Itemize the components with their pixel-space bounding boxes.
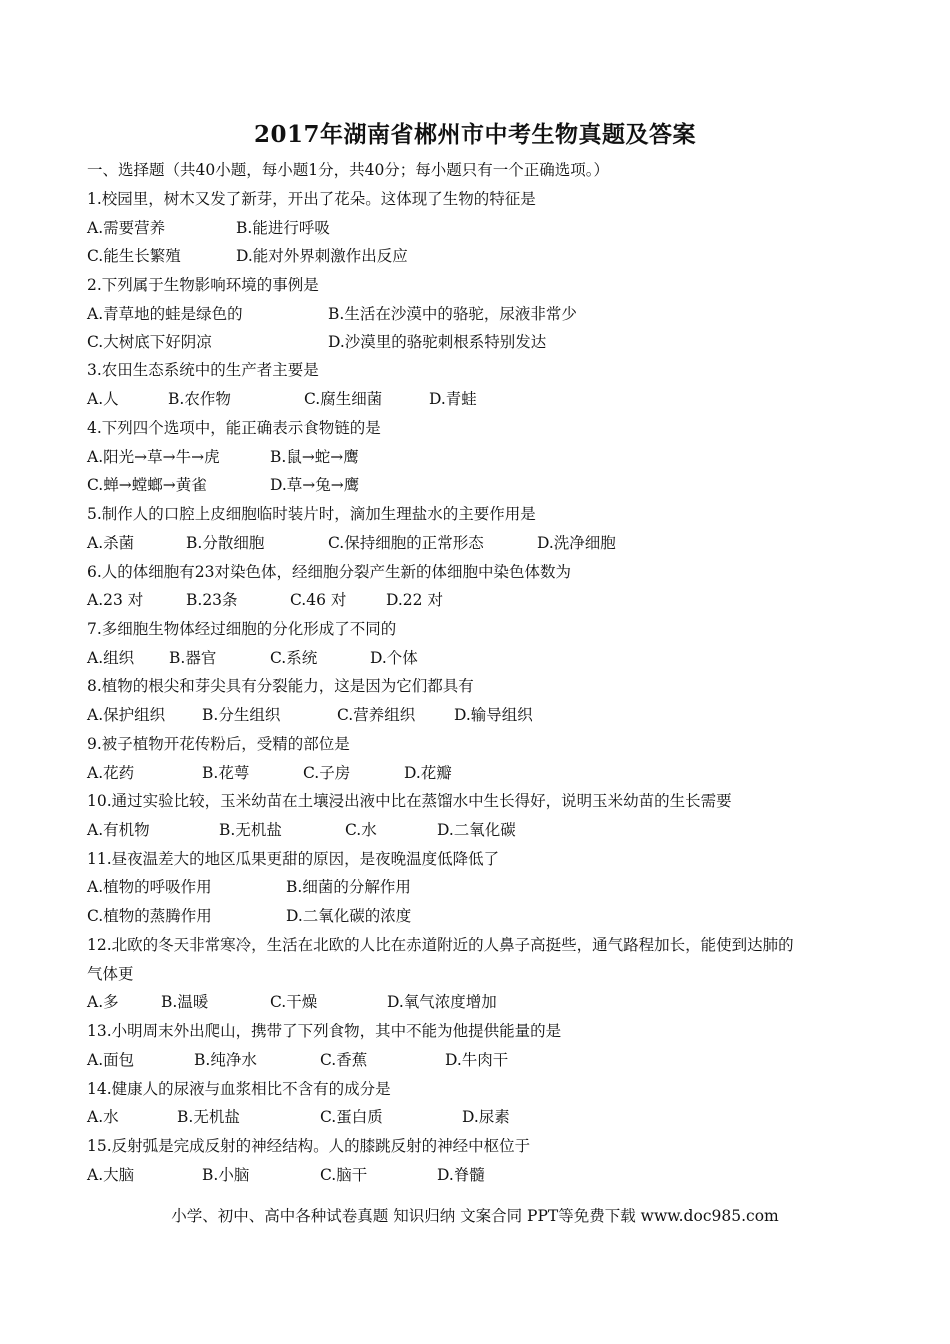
option: C.保持细胞的正常形态 [328,534,484,552]
question-stem-continued: 气体更 [87,965,134,983]
question-stem: 11.昼夜温差大的地区瓜果更甜的原因，是夜晚温度低降低了 [87,850,500,868]
option: A.阳光→草→牛→虎 [87,448,220,466]
option: C.能生长繁殖 [87,247,181,265]
question-stem: 10.通过实验比较，玉米幼苗在土壤浸出液中比在蒸馏水中生长得好，说明玉米幼苗的生长需要 [87,792,732,810]
option: D.能对外界刺激作出反应 [236,247,408,265]
option: A.青草地的蛙是绿色的 [87,305,243,323]
option: B.无机盐 [219,821,282,839]
question-stem: 12.北欧的冬天非常寒冷，生活在北欧的人比在赤道附近的人鼻子高挺些，通气路程加长，能使到达肺的 [87,936,794,954]
option: A.杀菌 [87,534,135,552]
option: B.器官 [169,649,217,667]
option: C.子房 [303,764,351,782]
option: A.保护组织 [87,706,166,724]
option: C.干燥 [270,993,318,1011]
option: A.组织 [87,649,135,667]
question-stem: 13.小明周末外出爬山，携带了下列食物，其中不能为他提供能量的是 [87,1022,562,1040]
option: D.尿素 [462,1108,510,1126]
option: B.小脑 [202,1166,250,1184]
question-stem: 14.健康人的尿液与血浆相比不含有的成分是 [87,1080,391,1098]
option: D.氧气浓度增加 [387,993,497,1011]
question-stem: 5.制作人的口腔上皮细胞临时装片时，滴加生理盐水的主要作用是 [87,505,536,523]
option: C.大树底下好阴凉 [87,333,212,351]
option: A.水 [87,1108,119,1126]
question-stem: 8.植物的根尖和芽尖具有分裂能力，这是因为它们都具有 [87,677,474,695]
question-stem: 7.多细胞生物体经过细胞的分化形成了不同的 [87,620,397,638]
option: B.分生组织 [202,706,281,724]
option: C.植物的蒸腾作用 [87,907,212,925]
option: D.二氧化碳的浓度 [286,907,412,925]
question-stem: 1.校园里，树木又发了新芽，开出了花朵。这体现了生物的特征是 [87,190,536,208]
option: A.需要营养 [87,219,166,237]
option: D.沙漠里的骆驼刺根系特别发达 [328,333,547,351]
option: D.输导组织 [454,706,533,724]
option: D.脊髓 [437,1166,485,1184]
option: C.脑干 [320,1166,368,1184]
option: B.分散细胞 [186,534,265,552]
option: B.23条 [186,591,238,609]
option: B.农作物 [168,390,231,408]
option: C.水 [345,821,377,839]
page-title: 2017年湖南省郴州市中考生物真题及答案 [253,121,696,148]
option: D.草→兔→鹰 [270,476,360,494]
option: D.二氧化碳 [437,821,516,839]
question-stem: 15.反射弧是完成反射的神经结构。人的膝跳反射的神经中枢位于 [87,1137,531,1155]
option: B.无机盐 [177,1108,240,1126]
option: B.细菌的分解作用 [286,878,411,896]
question-stem: 4.下列四个选项中，能正确表示食物链的是 [87,419,381,437]
question-stem: 2.下列属于生物影响环境的事例是 [87,276,319,294]
option: C.46 对 [290,591,347,609]
question-stem: 9.被子植物开花传粉后，受精的部位是 [87,735,350,753]
option: B.温暖 [161,993,209,1011]
option: C.腐生细菌 [304,390,383,408]
option: B.花萼 [202,764,250,782]
option: B.鼠→蛇→鹰 [270,448,359,466]
option: A.人 [87,390,119,408]
option: D.牛肉干 [445,1051,509,1069]
option: C.蛋白质 [320,1108,383,1126]
option: C.香蕉 [320,1051,368,1069]
option: C.系统 [270,649,318,667]
option: D.22 对 [386,591,443,609]
question-stem: 3.农田生态系统中的生产者主要是 [87,361,319,379]
option: B.生活在沙漠中的骆驼，尿液非常少 [328,305,577,323]
option: A.面包 [87,1051,135,1069]
question-stem: 6.人的体细胞有23对染色体，经细胞分裂产生新的体细胞中染色体数为 [87,563,572,581]
option: D.花瓣 [404,764,452,782]
option: D.洗净细胞 [537,534,616,552]
option: A.多 [87,993,119,1011]
option: C.营养组织 [337,706,416,724]
option: A.有机物 [87,821,150,839]
option: A.植物的呼吸作用 [87,878,212,896]
option: D.个体 [370,649,418,667]
option: A.大脑 [87,1166,135,1184]
option: C.蝉→螳螂→黄雀 [87,476,207,494]
option: A.花药 [87,764,135,782]
page-footer: 小学、初中、高中各种试卷真题 知识归纳 文案合同 PPT等免费下载 www.doc985.com [171,1207,779,1225]
option: B.纯净水 [194,1051,257,1069]
option: D.青蛙 [429,390,477,408]
option: A.23 对 [87,591,144,609]
section-header: 一、选择题（共40小题，每小题1分，共40分；每小题只有一个正确选项。） [87,161,610,179]
option: B.能进行呼吸 [236,219,330,237]
